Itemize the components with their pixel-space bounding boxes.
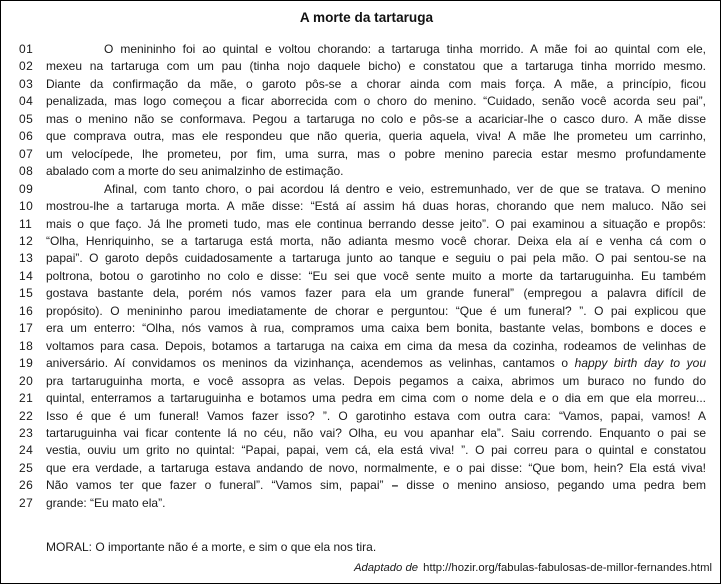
text-line: [19, 390, 714, 407]
text-line: [19, 181, 714, 198]
text-body: [19, 41, 714, 512]
text-line: [19, 477, 714, 494]
line-text: Isso é que é um funeral! Vamos fazer isso? ”. O garotinho estava com outra cara: “Vamos, papai, vamos! A: [46, 408, 706, 423]
line-text: penalizada, mas logo começou a ficar aborrecida com o choro do menino. “Cuidado, senão você acorda seu pai”,: [46, 94, 706, 109]
line-text: um velocípede, lhe prometeu, por fim, uma surra, mas o pobre menino parecia estar mesmo profundamente: [46, 146, 706, 161]
line-number: 27: [19, 495, 34, 510]
attribution-prefix: Adaptado de: [353, 562, 419, 575]
text-line: [19, 303, 714, 320]
attribution-url: http://hozir.org/fabulas-fabulosas-de-millor-fernandes.html: [423, 562, 712, 575]
line-number: 21: [19, 391, 34, 406]
attribution: [19, 561, 712, 576]
line-number: 19: [19, 356, 34, 371]
text-line: [19, 425, 714, 442]
line-text: tartaruguinha vai ficar contente lá no céu, não vai? Olha, eu vou apanhar ela”. Saiu correndo. Enquanto o pai se: [46, 425, 706, 440]
text-line: [19, 216, 714, 233]
line-number: 10: [19, 199, 34, 214]
text-line: [19, 268, 714, 285]
text-line: [19, 93, 714, 110]
line-text: vestia, ouviu um grito no quintal: “Papai, papai, vem cá, ela está viva! ”. O pai correu para o quintal e constatou: [46, 443, 706, 458]
line-number: 26: [19, 478, 34, 493]
text-line: [19, 285, 714, 302]
line-number: 06: [19, 129, 34, 144]
text-line: [19, 495, 714, 512]
line-number: 18: [19, 338, 34, 353]
text-line: [19, 146, 714, 163]
line-text: “Olha, Henriquinho, se a tartaruga está morta, não adianta mesmo você chorar. Deixa ela aí e venha cá com o: [46, 233, 706, 248]
text-line: [19, 128, 714, 145]
line-number: 01: [19, 42, 34, 56]
text-line: [19, 58, 714, 75]
line-number: 16: [19, 303, 34, 318]
text-line: [19, 373, 714, 390]
line-text: pra tartaruguinha morta, e você assopra as velas. Depois pegamos a caixa, abrimos um buraco no fundo do: [46, 373, 706, 388]
text-line: [19, 408, 714, 425]
line-number: 24: [19, 443, 34, 458]
line-text: papai”. O garoto depôs cuidadosamente a tartaruga junto ao tanque e seguiu o pai pela mão. O pai sentou-se na: [46, 251, 706, 266]
line-text: mas o menino não se conformava. Pegou a tartaruga no colo e pôs-se a acariciar-lhe o casco duro. A mãe disse: [46, 111, 706, 126]
line-number: 07: [19, 146, 34, 161]
line-number: 08: [19, 164, 34, 179]
line-text: Afinal, com tanto choro, o pai acordou lá dentro e veio, estremunhado, ver de que se tratava. O menino: [104, 181, 706, 196]
line-number: 15: [19, 286, 34, 301]
line-number: 25: [19, 460, 34, 475]
line-number: 13: [19, 251, 34, 266]
text-line: [19, 76, 714, 93]
text-line: [19, 250, 714, 267]
moral-line: MORAL: O importante não é a morte, e sim o que ela nos tira.: [46, 540, 377, 555]
line-text: gostava bastante dela, porém nós vamos fazer para ela um grande funeral” (empregou a palavra difícil de: [46, 286, 706, 301]
line-number: 03: [19, 76, 34, 91]
line-number: 04: [19, 94, 34, 109]
line-text: Não vamos ter que fazer o funeral”. “Vamos sim, papai” – disse o menino ansioso, pegando uma pedra bem: [46, 478, 706, 493]
text-line: [19, 41, 714, 58]
text-line: [19, 233, 714, 250]
line-number: 17: [19, 321, 34, 336]
text-line: [19, 320, 714, 337]
line-number: 14: [19, 268, 34, 283]
text-line: [19, 338, 714, 355]
line-text: mexeu na tartaruga com um pau (tinha nojo daquele bicho) e constatou que a tartaruga tinha morrido mesmo.: [46, 59, 706, 74]
text-line: [19, 198, 714, 215]
line-text: Diante da confirmação da mãe, o garoto pôs-se a chorar ainda com mais força. A mãe, a princípio, ficou: [46, 76, 706, 91]
line-text: voltamos para casa. Depois, botamos a tartaruga na caixa em cima da mesa da cozinha, rodeamos de velinhas de: [46, 338, 706, 353]
line-text: era um enterro: “Olha, nós vamos à rua, compramos uma caixa bem bonita, bastante velas, bombons e doces e: [46, 321, 706, 336]
line-number: 12: [19, 233, 34, 248]
line-number: 09: [19, 181, 34, 196]
line-number: 05: [19, 111, 34, 126]
line-text: que era verdade, a tartaruga estava andando de novo, normalmente, e o pai disse: “Que bom, hein? Ela está viva!: [46, 460, 706, 475]
line-text: quintal, enterramos a tartaruguinha e botamos uma pedra em cima com o nome dela e o dia em que ela morreu...: [46, 391, 706, 406]
line-text: grande: “Eu mato ela”.: [46, 495, 166, 510]
text-line: [19, 163, 714, 180]
line-number: 22: [19, 408, 34, 423]
line-text: que comprava outra, mas ele respondeu que não queria, queria aquela, viva! A mãe lhe prometeu um carrinho,: [46, 129, 706, 144]
line-text: propósito). O menininho parou imediatamente de chorar e perguntou: “Que é um funeral? ”. O pai explicou que: [46, 303, 706, 318]
text-line: [19, 111, 714, 128]
line-number: 02: [19, 59, 34, 74]
document-title: A morte da tartaruga: [299, 10, 434, 25]
line-number: 20: [19, 373, 34, 388]
line-text: aniversário. Aí convidamos os meninos da vizinhança, acendemos as velinhas, cantamos o happy birth day to you: [46, 356, 706, 371]
text-line: [19, 460, 714, 477]
line-number: 11: [19, 216, 33, 231]
text-line: [19, 355, 714, 372]
line-text: mostrou-lhe a tartaruga morta. A mãe disse: “Está aí assim há duas horas, chorando que nem maluco. Não sei: [46, 199, 706, 214]
line-number: 23: [19, 425, 34, 440]
line-text: O menininho foi ao quintal e voltou chorando: a tartaruga tinha morrido. A mãe foi ao quintal com ele,: [104, 42, 706, 56]
line-text: mais o que faço. Já lhe prometi tudo, mas ele continua berrando desse jeito”. O pai examinou a situação e propôs:: [46, 216, 706, 231]
line-text: abalado com a morte do seu animalzinho de estimação.: [46, 164, 344, 179]
text-line: [19, 442, 714, 459]
line-text: poltrona, botou o garotinho no colo e disse: “Eu sei que você sente muito a morte da tartaruguinha. Eu também: [46, 268, 706, 283]
